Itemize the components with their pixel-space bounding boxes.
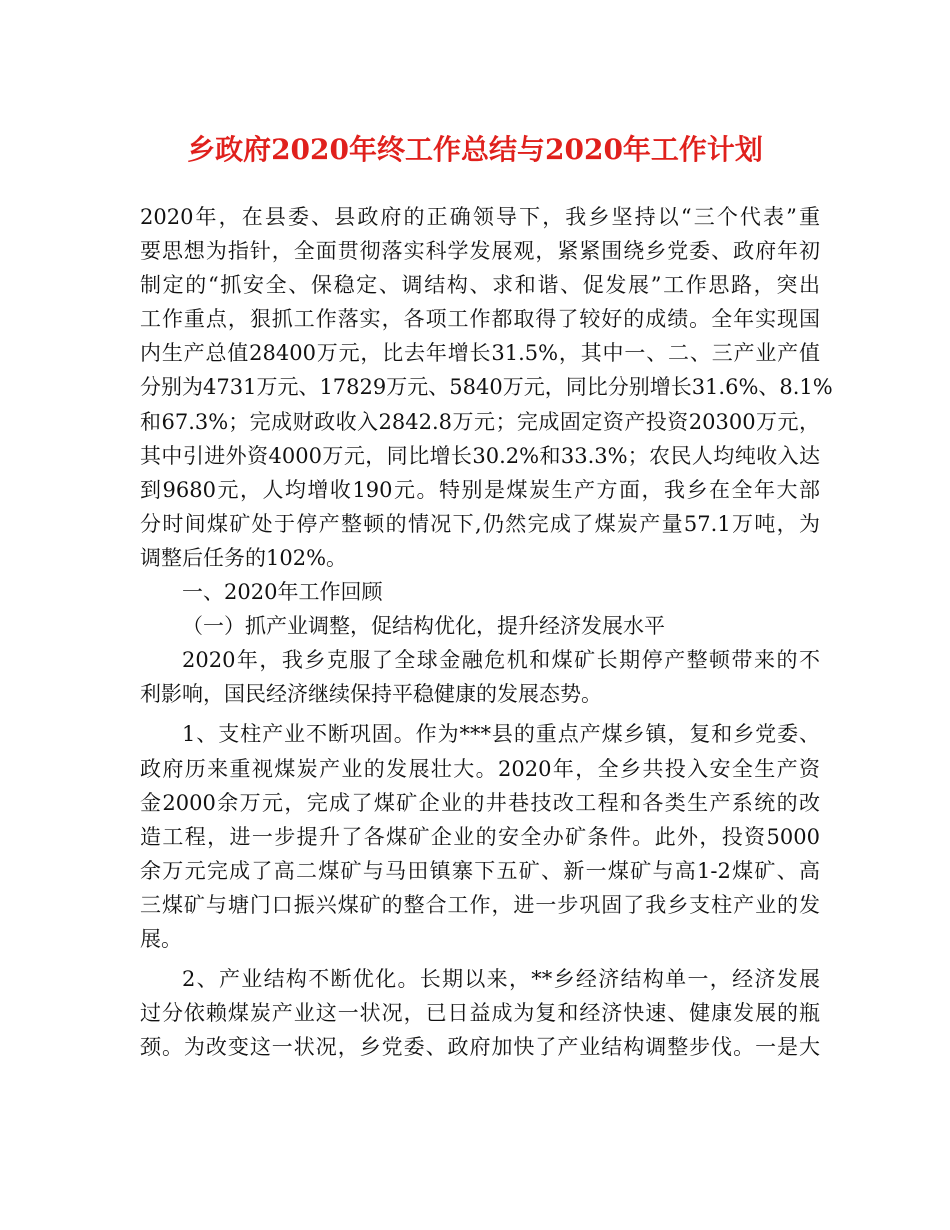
- body-line: 1、支柱产业不断巩固。作为***县的重点产煤乡镇，复和乡党委、: [182, 722, 820, 747]
- body-line: 内生产总值28400万元，比去年增长31.5%，其中一、二、三产业产值: [140, 341, 820, 366]
- body-line: 金2000余万元，完成了煤矿企业的井巷技改工程和各类生产系统的改: [140, 790, 820, 815]
- body-line: 展。: [140, 926, 182, 951]
- body-line: 一、2020年工作回顾: [182, 580, 383, 605]
- document-body: [140, 200, 833, 1064]
- body-line: 分时间煤矿处于停产整顿的情况下,仍然完成了煤炭产量57.1万吨，为: [140, 511, 820, 536]
- document-title: 乡政府2020年终工作总结与2020年工作计划: [187, 133, 763, 166]
- body-line: 2020年，我乡克服了全球金融危机和煤矿长期停产整顿带来的不: [182, 648, 820, 673]
- body-line: 利影响，国民经济继续保持平稳健康的发展态势。: [140, 682, 602, 707]
- body-line: 分别为4731万元、17829万元、5840万元，同比分别增长31.6%、8.1%: [140, 375, 833, 400]
- body-line: （一）抓产业调整，促结构优化，提升经济发展水平: [182, 614, 665, 639]
- body-line: 过分依赖煤炭产业这一状况，已日益成为复和经济快速、健康发展的瓶: [140, 1001, 820, 1026]
- body-line: 2、产业结构不断优化。长期以来，**乡经济结构单一，经济发展: [182, 967, 820, 992]
- body-line: 余万元完成了高二煤矿与马田镇寨下五矿、新一煤矿与高1-2煤矿、高: [140, 858, 820, 883]
- body-line: 到9680元，人均增收190元。特别是煤炭生产方面，我乡在全年大部: [140, 477, 820, 502]
- body-line: 制定的“抓安全、保稳定、调结构、求和谐、促发展”工作思路，突出: [140, 273, 820, 298]
- body-line: 其中引进外资4000万元，同比增长30.2%和33.3%；农民人均纯收入达: [140, 443, 820, 468]
- body-line: 调整后任务的102%。: [140, 545, 348, 570]
- body-line: 和67.3%；完成财政收入2842.8万元；完成固定资产投资20300万元，: [140, 409, 820, 434]
- body-line: 造工程，进一步提升了各煤矿企业的安全办矿条件。此外，投资5000: [140, 824, 820, 849]
- body-line: 工作重点，狠抓工作落实，各项工作都取得了较好的成绩。全年实现国: [140, 307, 820, 332]
- body-line: 2020年，在县委、县政府的正确领导下，我乡坚持以“三个代表”重: [140, 205, 820, 229]
- body-line: 要思想为指针，全面贯彻落实科学发展观，紧紧围绕乡党委、政府年初: [140, 239, 820, 264]
- body-line: 三煤矿与塘门口振兴煤矿的整合工作，进一步巩固了我乡支柱产业的发: [140, 892, 820, 917]
- body-line: 政府历来重视煤炭产业的发展壮大。2020年，全乡共投入安全生产资: [140, 756, 820, 781]
- body-line: 颈。为改变这一状况，乡党委、政府加快了产业结构调整步伐。一是大: [140, 1035, 820, 1060]
